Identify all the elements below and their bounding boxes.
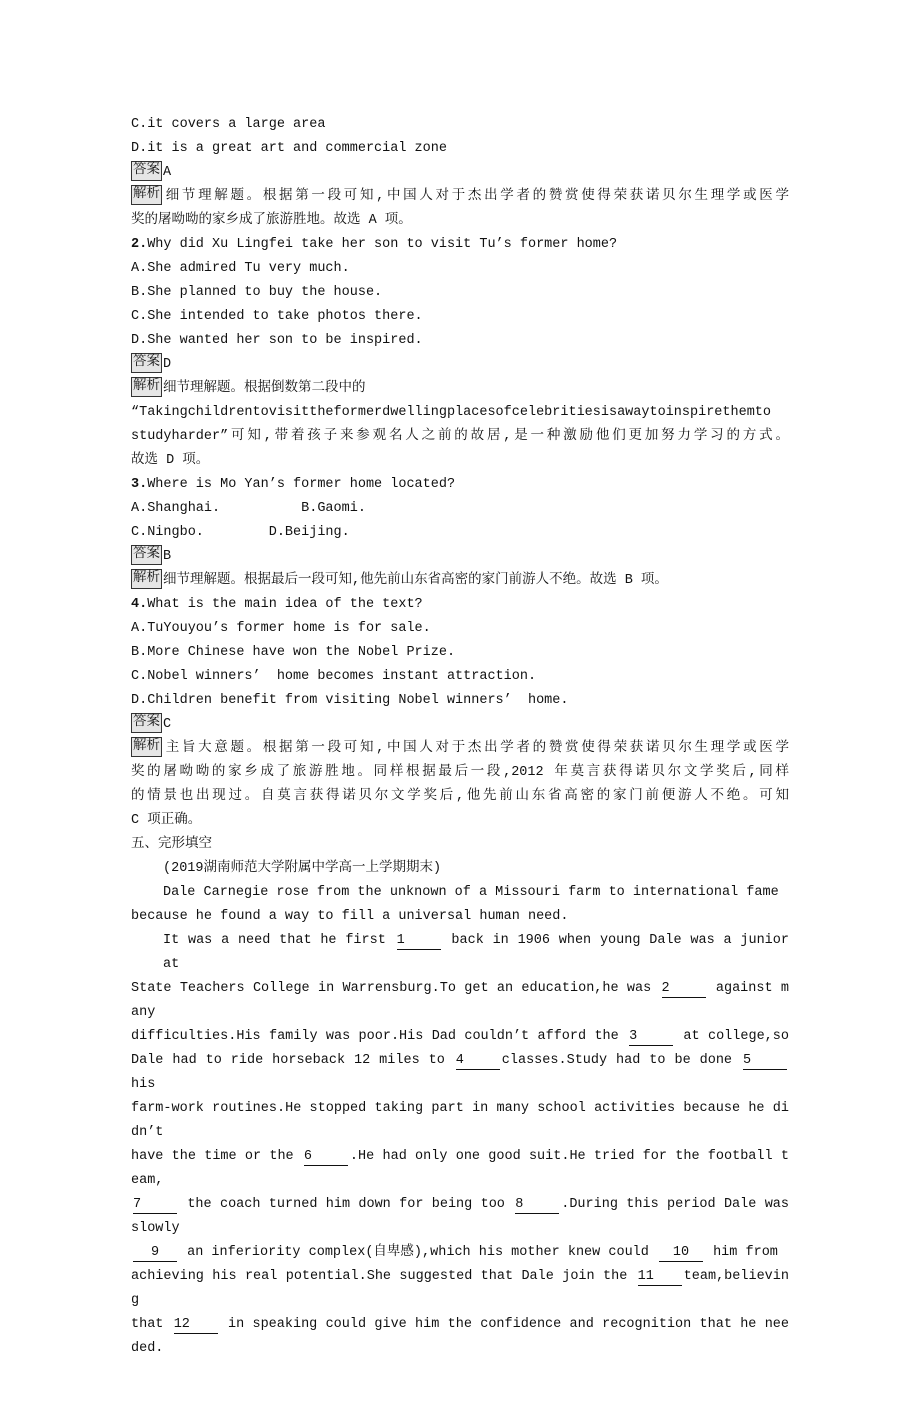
text-line [131, 881, 789, 905]
question-number: 4. [131, 597, 148, 612]
cloze-blank: 8 [515, 1196, 559, 1214]
text-line [131, 497, 789, 521]
answer-label: 答案 [131, 353, 162, 373]
text-line [131, 1241, 789, 1265]
text-line [131, 233, 789, 257]
text-segment: D.She wanted her son to be inspired. [131, 333, 423, 348]
text-line [131, 305, 789, 329]
text-segment: because he found a way to fill a universal human need. [131, 909, 569, 924]
text-line [131, 1265, 789, 1313]
text-segment: that [131, 1317, 172, 1332]
text-segment: him from [704, 1245, 778, 1260]
text-segment: 细节理解题。根据第一段可知,中国人对于杰出学者的赞赏使得荣获诺贝尔生理学或医学 [163, 189, 789, 204]
cloze-blank: 4 [456, 1052, 500, 1070]
text-line [131, 569, 789, 593]
text-line [131, 809, 789, 833]
text-segment: C.it covers a large area [131, 117, 326, 132]
text-line [131, 353, 789, 377]
text-line [131, 1097, 789, 1145]
answer-label: 答案 [131, 545, 162, 565]
text-line [131, 857, 789, 881]
cloze-blank: 3 [629, 1028, 673, 1046]
text-segment: Why did Xu Lingfei take her son to visit Tu’s former home? [147, 237, 618, 252]
text-segment: .He had only one good suit.He tried for the football team, [131, 1149, 789, 1188]
text-segment: (2019湖南师范大学附属中学高一上学期期末) [163, 861, 442, 876]
text-segment: 主旨大意题。根据第一段可知,中国人对于杰出学者的赞赏使得荣获诺贝尔生理学或医学 [163, 741, 789, 756]
text-line [131, 641, 789, 665]
text-segment: B [163, 549, 172, 564]
text-line [131, 737, 789, 761]
text-segment: an inferiority complex(自卑感),which his mother knew could [179, 1245, 657, 1260]
cloze-blank: 9 [133, 1244, 177, 1262]
text-segment: 奖的屠呦呦的家乡成了旅游胜地。故选 A 项。 [131, 213, 412, 228]
text-segment: A.She admired Tu very much. [131, 261, 350, 276]
text-line [131, 521, 789, 545]
text-segment: What is the main idea of the text? [147, 597, 423, 612]
text-line [131, 161, 789, 185]
analysis-label: 解析 [131, 569, 162, 589]
text-line [131, 209, 789, 233]
text-segment: State Teachers College in Warrensburg.To get an education,he was [131, 981, 660, 996]
text-segment: C [163, 717, 172, 732]
analysis-label: 解析 [131, 377, 162, 397]
text-segment: A.TuYouyou’s former home is for sale. [131, 621, 431, 636]
text-segment: difficulties.His family was poor.His Dad couldn’t afford the [131, 1029, 628, 1044]
text-line [131, 425, 789, 449]
text-segment: studyharder”可知,带着孩子来参观名人之前的故居,是一种激励他们更加努力学习的方式。 [131, 429, 789, 444]
cloze-blank: 10 [659, 1244, 703, 1262]
text-line [131, 113, 789, 137]
text-line [131, 713, 789, 737]
text-line [131, 1313, 789, 1361]
text-segment: C.Nobel winners’ home becomes instant attraction. [131, 669, 537, 684]
text-segment: A [163, 165, 172, 180]
text-segment: D.Children benefit from visiting Nobel winners’ home. [131, 693, 569, 708]
text-segment: 故选 D 项。 [131, 453, 210, 468]
text-segment: farm-work routines.He stopped taking part in many school activities because he didn’t [131, 1101, 789, 1140]
text-segment: 的情景也出现过。自莫言获得诺贝尔文学奖后,他先前山东省高密的家门前便游人不绝。可知 [131, 789, 789, 804]
text-segment: 细节理解题。根据最后一段可知,他先前山东省高密的家门前游人不绝。故选 B 项。 [163, 573, 668, 588]
text-segment: the coach turned him down for being too [179, 1197, 514, 1212]
text-line [131, 185, 789, 209]
text-segment: C 项正确。 [131, 813, 202, 828]
text-line [131, 617, 789, 641]
question-number: 2. [131, 237, 148, 252]
text-line [131, 929, 789, 977]
text-line [131, 905, 789, 929]
text-segment: B.More Chinese have won the Nobel Prize. [131, 645, 456, 660]
text-segment: in speaking could give him the confidence and recognition that he needed. [131, 1317, 790, 1356]
text-segment: D.it is a great art and commercial zone [131, 141, 447, 156]
text-segment: Dale had to ride horseback 12 miles to [131, 1053, 454, 1068]
question-number: 3. [131, 477, 148, 492]
cloze-blank: 7 [133, 1196, 177, 1214]
text-line [131, 665, 789, 689]
text-segment: 奖的屠呦呦的家乡成了旅游胜地。同样根据最后一段,2012 年莫言获得诺贝尔文学奖后,同样 [131, 765, 789, 780]
text-segment: 五、完形填空 [131, 837, 212, 852]
document-page [131, 0, 789, 1401]
text-segment: It was a need that he first [163, 933, 395, 948]
cloze-blank: 2 [662, 980, 706, 998]
text-line [131, 449, 789, 473]
text-segment: C.She intended to take photos there. [131, 309, 423, 324]
text-line [131, 977, 789, 1025]
text-line [131, 593, 789, 617]
text-segment: “Takingchildrentovisittheformerdwellingplacesofcelebritiesisawaytoinspirethemto [131, 405, 772, 420]
text-segment: Dale Carnegie rose from the unknown of a Missouri farm to international fame [163, 885, 779, 900]
text-line [131, 1193, 789, 1241]
text-segment: at college,so [675, 1029, 789, 1044]
text-line [131, 473, 789, 497]
text-line [131, 689, 789, 713]
text-segment: 细节理解题。根据倒数第二段中的 [163, 381, 366, 396]
text-segment: A.Shanghai. B.Gaomi. [131, 501, 366, 516]
cloze-blank: 12 [174, 1316, 218, 1334]
text-line [131, 137, 789, 161]
text-segment: .During this period Dale was slowly [131, 1197, 789, 1236]
text-segment: his [131, 1077, 156, 1092]
cloze-blank: 11 [638, 1268, 682, 1286]
answer-label: 答案 [131, 161, 162, 181]
text-segment: team,believing [131, 1269, 789, 1308]
text-segment: have the time or the [131, 1149, 302, 1164]
text-line [131, 545, 789, 569]
text-line [131, 833, 789, 857]
analysis-label: 解析 [131, 737, 162, 757]
cloze-blank: 5 [743, 1052, 787, 1070]
text-line [131, 761, 789, 785]
text-segment: achieving his real potential.She suggested that Dale join the [131, 1269, 636, 1284]
text-line [131, 257, 789, 281]
text-segment: Where is Mo Yan’s former home located? [147, 477, 456, 492]
text-line [131, 1025, 789, 1049]
text-line [131, 329, 789, 353]
answer-label: 答案 [131, 713, 162, 733]
text-line [131, 785, 789, 809]
text-segment: C.Ningbo. D.Beijing. [131, 525, 350, 540]
text-line [131, 401, 789, 425]
text-line [131, 1049, 789, 1097]
text-line [131, 1145, 789, 1193]
text-line [131, 281, 789, 305]
text-line [131, 377, 789, 401]
text-segment: classes.Study had to be done [501, 1053, 741, 1068]
analysis-label: 解析 [131, 185, 162, 205]
cloze-blank: 1 [397, 932, 441, 950]
text-segment: back in 1906 when young Dale was a junior at [163, 933, 789, 972]
cloze-blank: 6 [304, 1148, 348, 1166]
text-segment: against many [131, 981, 789, 1020]
text-segment: D [163, 357, 172, 372]
text-segment: B.She planned to buy the house. [131, 285, 383, 300]
